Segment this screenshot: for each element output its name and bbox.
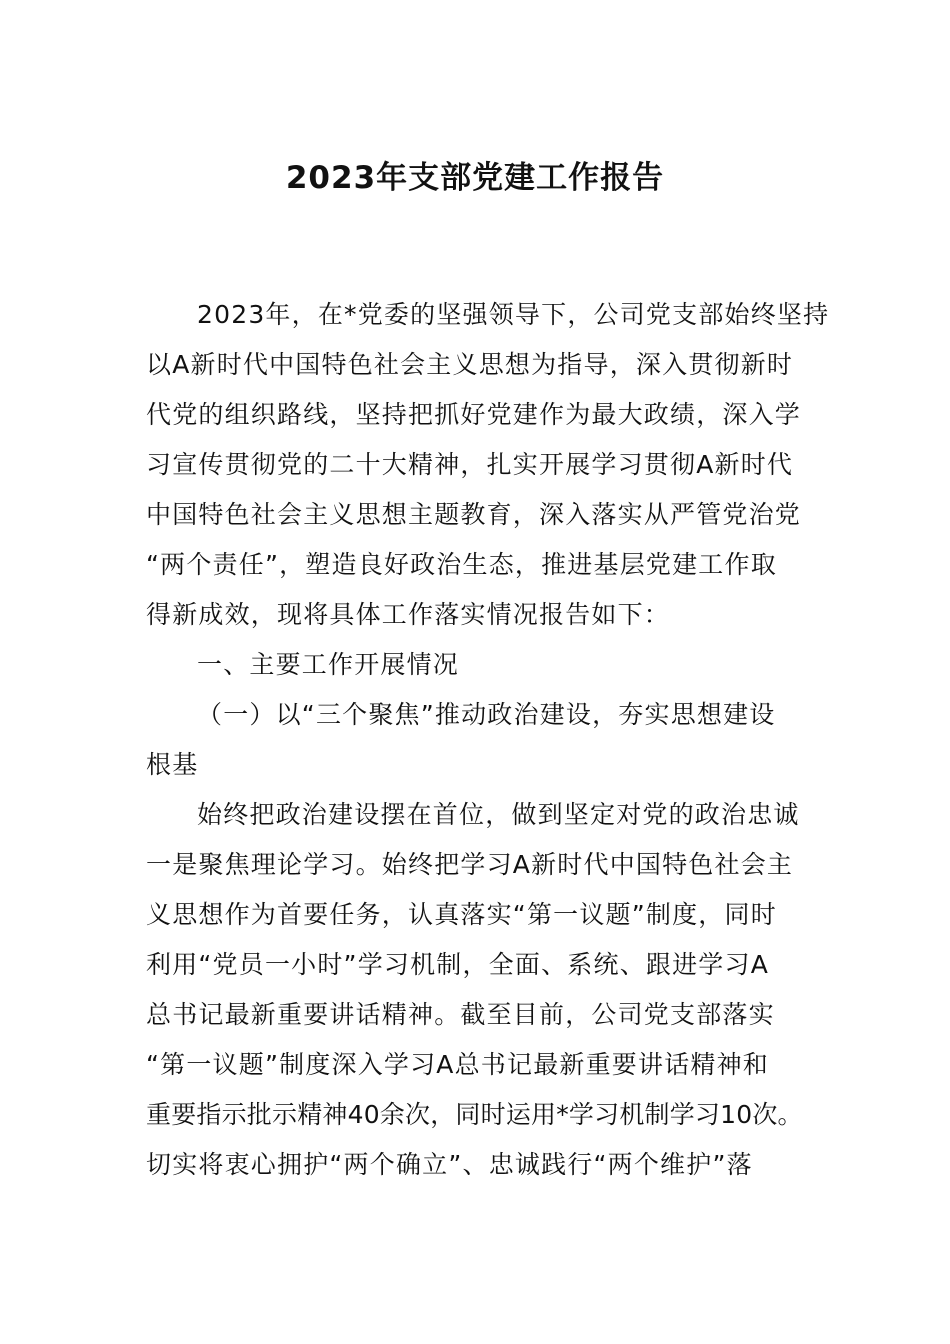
paragraph-line: 2023年，在*党委的坚强领导下，公司党支部始终坚持 (197, 300, 830, 329)
document-title: 2023年支部党建工作报告 (285, 160, 665, 196)
paragraph-line: 总书记最新重要讲话精神。截至目前，公司党支部落实 (146, 1000, 775, 1029)
paragraph-line: 切实将衷心拥护“两个确立”、忠诚践行“两个维护”落 (146, 1150, 753, 1179)
paragraph-line: 一是聚焦理论学习。始终把学习A新时代中国特色社会主 (146, 850, 794, 879)
paragraph-line: “第一议题”制度深入学习A总书记最新重要讲话精神和 (146, 1050, 770, 1079)
paragraph-line: 利用“党员一小时”学习机制，全面、系统、跟进学习A (146, 950, 770, 979)
section-heading: 一、主要工作开展情况 (197, 650, 460, 679)
paragraph-line: 以A新时代中国特色社会主义思想为指导，深入贯彻新时 (146, 350, 794, 379)
paragraph-line: “两个责任”，塑造良好政治生态，推进基层党建工作取 (146, 550, 777, 579)
paragraph-line: 中国特色社会主义思想主题教育，深入落实从严管党治党 (146, 500, 802, 529)
paragraph-line: 义思想作为首要任务，认真落实“第一议题”制度，同时 (146, 900, 777, 929)
subsection-heading: （一）以“三个聚焦”推动政治建设，夯实思想建设 (197, 700, 776, 729)
paragraph-line: 代党的组织路线，坚持把抓好党建作为最大政绩，深入学 (146, 400, 802, 429)
subsection-heading-continued: 根基 (146, 750, 199, 779)
paragraph-line: 始终把政治建设摆在首位，做到坚定对党的政治忠诚 (197, 800, 800, 829)
paragraph-line: 得新成效，现将具体工作落实情况报告如下： (146, 600, 671, 629)
paragraph-line: 重要指示批示精神40余次，同时运用*学习机制学习10次。 (146, 1100, 803, 1129)
paragraph-line: 习宣传贯彻党的二十大精神，扎实开展学习贯彻A新时代 (146, 450, 794, 479)
